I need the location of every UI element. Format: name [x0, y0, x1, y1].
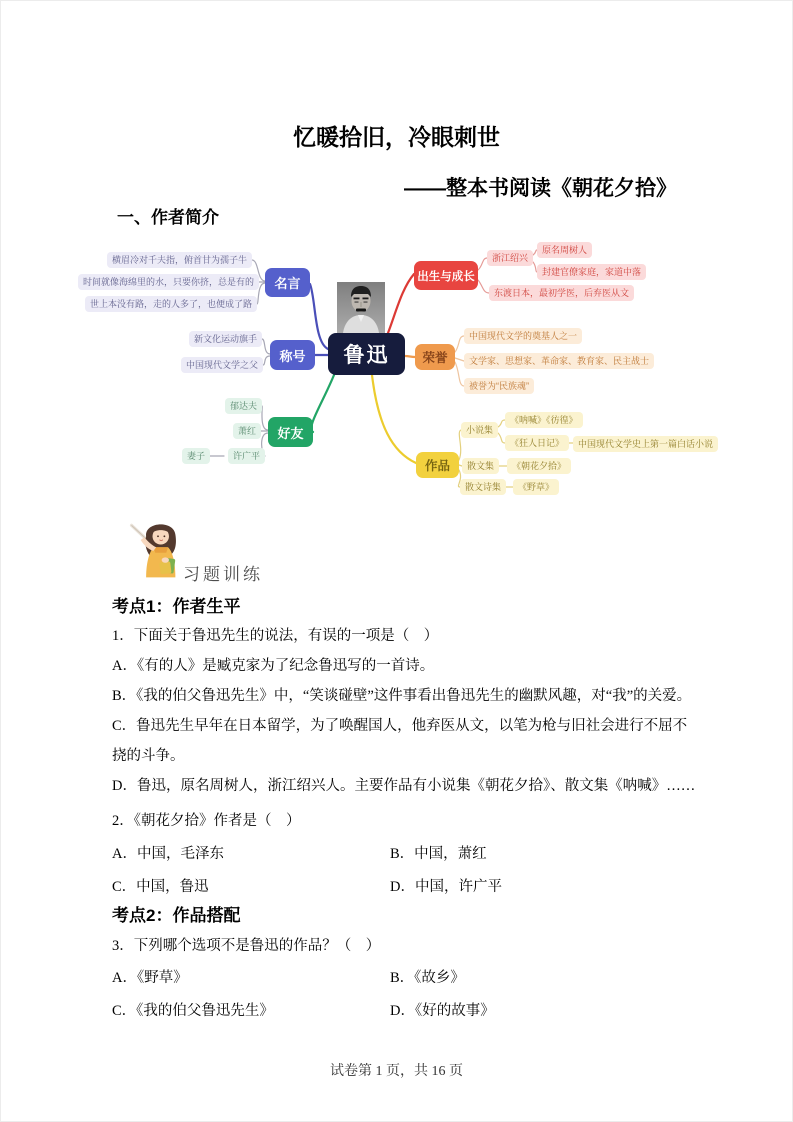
novel-note: 中国现代文学史上第一篇白话小说 — [573, 436, 718, 452]
keypoint-2-heading: 考点2：作品搭配 — [112, 906, 241, 925]
birth-detail: 封建官僚家庭，家道中落 — [537, 264, 646, 280]
works-category-prose-poems: 散文诗集 — [460, 479, 506, 495]
question-3-option-c: C．《我的伯父鲁迅先生》 — [112, 1003, 274, 1019]
exercise-banner: 习题训练 — [183, 565, 263, 584]
page-title: 忆暖拾旧，冷眼刺世 — [293, 124, 500, 150]
question-2-option-a: A．中国，毛泽东 — [112, 846, 224, 862]
question-3: 3．下列哪个选项不是鲁迅的作品？（ ） — [112, 938, 381, 954]
wife-tag: 妻子 — [182, 448, 210, 464]
title-item: 中国现代文学之父 — [181, 357, 263, 373]
question-1-option-c: C．鲁迅先生早年在日本留学，为了唤醒国人，他弃医从文，以笔为枪与旧社会进行不屈不挠的斗争。 — [112, 718, 688, 764]
question-3-option-b: B．《故乡》 — [390, 970, 465, 986]
title-item: 新文化运动旗手 — [189, 331, 262, 347]
question-2-option-b: B．中国，萧红 — [390, 846, 487, 862]
branch-node-honors: 荣誉 — [415, 344, 455, 370]
teacher-illustration-icon — [126, 510, 190, 590]
page-footer: 试卷第 1 页，共 16 页 — [330, 1064, 463, 1079]
keypoint-1-heading: 考点1：作者生平 — [112, 597, 241, 616]
birth-place: 浙江绍兴 — [487, 250, 533, 266]
mindmap-center-node-luxun: 鲁迅 — [328, 333, 405, 375]
question-1-option-d: D．鲁迅，原名周树人，浙江绍兴人。主要作品有小说集《朝花夕拾》、散文集《呐喊》…… — [112, 778, 696, 794]
quote-item: 横眉冷对千夫指，俯首甘为孺子牛 — [107, 252, 252, 268]
branch-node-titles: 称号 — [270, 340, 315, 370]
question-1-option-b: B．《我的伯父鲁迅先生》中，“笑谈碰壁”这件事看出鲁迅先生的幽默风趣，对“我”的关爱。 — [112, 688, 692, 704]
works-category-essays: 散文集 — [462, 458, 499, 474]
essay-title: 《朝花夕拾》 — [507, 458, 571, 474]
friend-item: 萧红 — [233, 423, 261, 439]
honor-item: 被誉为“民族魂” — [464, 378, 534, 394]
novel-title-diary: 《狂人日记》 — [505, 435, 569, 451]
question-2-option-d: D．中国，许广平 — [390, 879, 502, 895]
prose-poem-title: 《野草》 — [513, 479, 559, 495]
quote-item: 时间就像海绵里的水，只要你挤，总是有的 — [78, 274, 259, 290]
novel-titles: 《呐喊》《彷徨》 — [505, 412, 583, 428]
branch-node-works: 作品 — [416, 452, 459, 478]
branch-node-birth-growth: 出生与成长 — [414, 261, 478, 290]
friend-item: 许广平 — [228, 448, 265, 464]
quote-item: 世上本没有路，走的人多了，也便成了路 — [85, 296, 257, 312]
page-subtitle: ——整本书阅读《朝花夕拾》 — [404, 177, 677, 200]
question-1-option-a: A．《有的人》是臧克家为了纪念鲁迅写的一首诗。 — [112, 658, 435, 674]
birth-detail: 原名周树人 — [537, 242, 592, 258]
honor-item: 文学家、思想家、革命家、教育家、民主战士 — [464, 353, 654, 369]
question-2: 2．《朝花夕拾》作者是（ ） — [112, 813, 301, 829]
friend-item: 郁达夫 — [225, 398, 262, 414]
works-category-novels: 小说集 — [461, 422, 498, 438]
branch-node-quotes: 名言 — [265, 268, 310, 297]
question-1: 1．下面关于鲁迅先生的说法，有误的一项是（ ） — [112, 628, 439, 644]
honor-item: 中国现代文学的奠基人之一 — [464, 328, 582, 344]
question-3-option-d: D．《好的故事》 — [390, 1003, 495, 1019]
luxun-portrait-photo — [337, 282, 385, 333]
question-3-option-a: A．《野草》 — [112, 970, 188, 986]
japan-detail: 东渡日本，最初学医，后弃医从文 — [489, 285, 634, 301]
section-heading-author-intro: 一、作者简介 — [117, 208, 219, 227]
branch-node-friends: 好友 — [268, 417, 313, 447]
question-2-option-c: C．中国，鲁迅 — [112, 879, 209, 895]
